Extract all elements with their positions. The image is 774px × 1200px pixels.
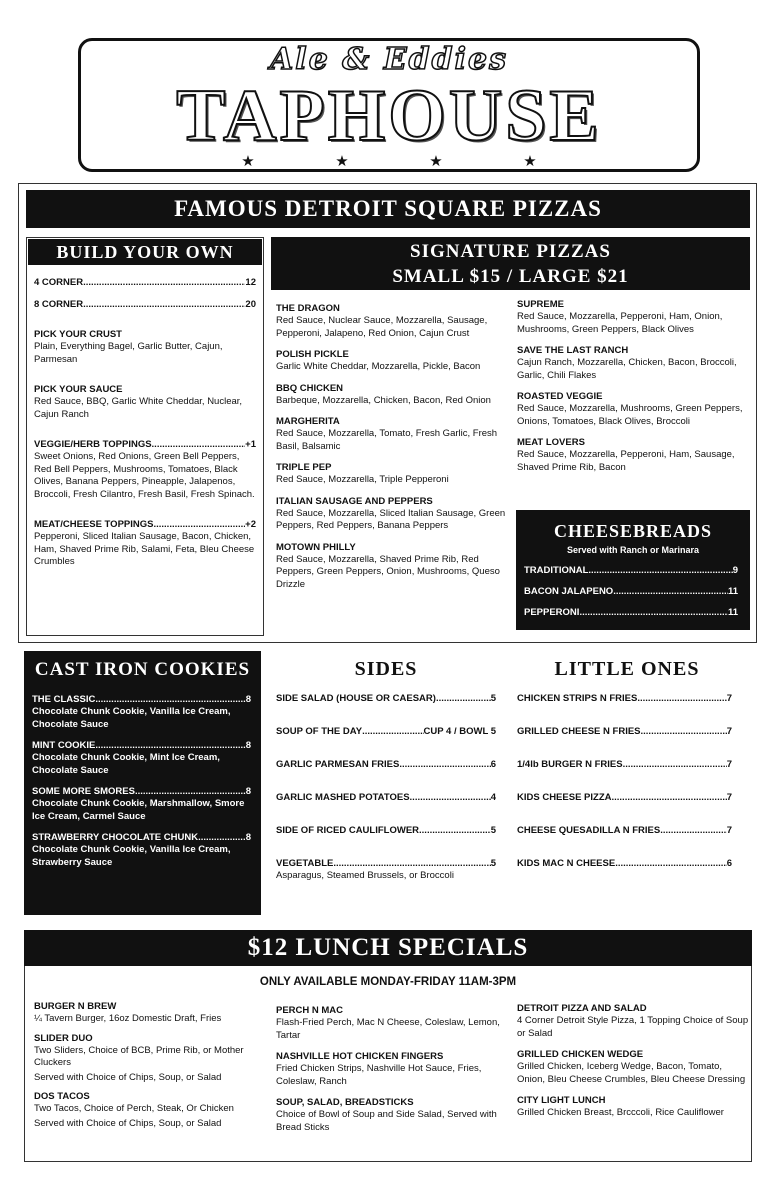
item-price: 7	[726, 693, 732, 704]
item-name: DETROIT PIZZA AND SALAD	[517, 1003, 647, 1014]
item-name: PEPPERONI	[524, 607, 580, 618]
item-price: 8	[245, 740, 251, 751]
little-title: LITTLE ONES	[554, 658, 700, 680]
item-description: Red Sauce, Mozzarella, Tomato, Fresh Garlic, Fresh Basil, Balsamic	[276, 428, 498, 452]
star-icons: ★ ★ ★ ★	[241, 153, 537, 170]
leader-dots	[83, 276, 245, 289]
menu-item	[276, 348, 510, 374]
item-name: KIDS CHEESE PIZZA	[517, 792, 612, 803]
menu-item	[517, 436, 749, 474]
menu-item-row	[276, 791, 496, 804]
leader-dots	[637, 692, 726, 705]
leader-dots	[612, 791, 727, 804]
item-description: Sweet Onions, Red Onions, Green Bell Peppers, Red Bell Peppers, Mushrooms, Tomatoes, Black Olives, Banana Peppers, Pineapple, Jalapenos, Broccoli, Fresh Cilantro, Fresh Basil, Fresh Spinach.	[34, 451, 255, 500]
cookies-title: CAST IRON COOKIES	[34, 659, 251, 680]
leader-dots	[95, 693, 245, 706]
menu-item	[276, 1096, 508, 1134]
item-description: Grilled Chicken, Iceberg Wedge, Bacon, Tomato, Onion, Bleu Cheese Crumbles, Bleu Cheese Dressing	[517, 1061, 746, 1085]
build-title: BUILD YOUR OWN	[28, 239, 262, 265]
item-name: CHEESE QUESADILLA N FRIES	[517, 825, 661, 836]
cheesebreads-title: CHEESEBREADS	[553, 521, 713, 541]
item-name: BACON JALAPENO	[524, 586, 614, 597]
item-name: GARLIC PARMESAN FRIES	[276, 759, 400, 770]
item-price: 6	[726, 858, 732, 869]
item-description: Grilled Chicken Breast, Brcccoli, Rice Cauliflower	[517, 1107, 724, 1118]
item-name: GRILLED CHICKEN WEDGE	[517, 1049, 644, 1060]
item-name: STRAWBERRY CHOCOLATE CHUNK	[32, 832, 199, 843]
menu-item-row	[524, 606, 738, 619]
item-price: 7	[726, 759, 732, 770]
menu-item	[517, 1094, 749, 1120]
item-name: KIDS MAC N CHEESE	[517, 858, 616, 869]
lunch-subtitle: ONLY AVAILABLE MONDAY-FRIDAY 11AM-3PM	[259, 976, 517, 988]
leader-dots	[419, 824, 491, 837]
menu-item-row	[32, 693, 251, 706]
item-name: PERCH N MAC	[276, 1005, 344, 1016]
item-description: Red Sauce, Mozzarella, Shaved Prime Rib, Red Peppers, Green Peppers, Onion, Mushrooms, Queso Drizzle	[276, 553, 500, 590]
item-description: Red Sauce, Mozzarella, Triple Pepperoni	[276, 474, 449, 485]
item-price: 8	[245, 694, 251, 705]
menu-item-row	[517, 824, 732, 837]
cookie-item	[32, 739, 251, 777]
item-description: Red Sauce, Nuclear Sauce, Mozzarella, Sausage, Pepperoni, Jalapeno, Red Onion, Cajun Crust	[276, 315, 488, 339]
item-description: Red Sauce, Mozzarella, Mushrooms, Green Peppers, Onions, Tomatoes, Black Olives, Broccoli	[517, 403, 743, 427]
item-description: Chocolate Chunk Cookie, Marshmallow, Smore Ice Cream, Carmel Sauce	[32, 798, 245, 822]
item-name: PICK YOUR CRUST	[34, 329, 122, 340]
logo-script: Ale & Eddies	[270, 42, 508, 77]
item-description: Fried Chicken Strips, Nashville Hot Sauce, Fries, Coleslaw, Ranch	[276, 1063, 482, 1087]
signature-prices: SMALL $15 / LARGE $21	[392, 266, 629, 287]
item-description: Asparagus, Steamed Brussels, or Broccoli	[276, 870, 454, 881]
item-price: +2	[245, 519, 256, 530]
menu-item-row	[517, 725, 732, 738]
item-name: SOUP, SALAD, BREADSTICKS	[276, 1097, 414, 1108]
pizza-title: FAMOUS DETROIT SQUARE PIZZAS	[26, 190, 750, 228]
item-name: SAVE THE LAST RANCH	[517, 345, 629, 356]
menu-item	[276, 495, 510, 533]
menu-item	[517, 344, 749, 382]
leader-dots	[410, 791, 491, 804]
signature-title: SIGNATURE PIZZAS	[410, 241, 611, 262]
menu-item	[34, 1000, 269, 1026]
item-description: ¼ Tavern Burger, 16oz Domestic Draft, Fries	[34, 1013, 222, 1024]
item-price: 5	[490, 858, 496, 869]
item-price: 7	[726, 825, 732, 836]
cheesebreads-list	[516, 556, 750, 619]
item-description: Red Sauce, Mozzarella, Sliced Italian Sausage, Green Peppers, Red Peppers, Banana Peppers	[276, 507, 506, 531]
item-description: Red Sauce, Mozzarella, Pepperoni, Ham, Onion, Mushrooms, Green Peppers, Black Olives	[517, 311, 723, 335]
build-option	[34, 518, 256, 569]
menu-item	[517, 1048, 749, 1086]
item-name: MEAT/CHEESE TOPPINGS	[34, 519, 154, 530]
menu-item	[276, 461, 510, 487]
item-price: 9	[732, 565, 738, 576]
item-name: 1/4lb BURGER N FRIES	[517, 759, 623, 770]
item-note: Served with Choice of Chips, Soup, or Salad	[34, 1071, 222, 1083]
item-name: GRILLED CHEESE N FRIES	[517, 726, 641, 737]
item-description: Barbeque, Mozzarella, Chicken, Bacon, Red Onion	[276, 394, 491, 406]
menu-item-row	[32, 785, 251, 798]
menu-item-row	[32, 831, 251, 844]
item-description: Red Sauce, BBQ, Garlic White Cheddar, Nuclear, Cajun Ranch	[34, 396, 243, 420]
sides-title: SIDES	[354, 658, 418, 680]
menu-item-row	[32, 739, 251, 752]
menu-item-row	[276, 692, 496, 705]
menu-item	[276, 302, 510, 340]
item-name: SIDE OF RICED CAULIFLOWER	[276, 825, 420, 836]
item-name: MINT COOKIE	[32, 740, 96, 751]
leader-dots	[95, 739, 245, 752]
menu-item-row	[34, 518, 256, 531]
item-name: THE CLASSIC	[32, 694, 96, 705]
item-name: ITALIAN SAUSAGE AND PEPPERS	[276, 495, 433, 507]
item-name: TRADITIONAL	[524, 565, 589, 576]
item-name: MARGHERITA	[276, 416, 340, 427]
item-name: SIDE SALAD (HOUSE OR CAESAR)	[276, 693, 436, 704]
item-description: Two Sliders, Choice of BCB, Prime Rib, or Mother Cluckers	[34, 1044, 244, 1068]
menu-item	[517, 1002, 749, 1040]
menu-item	[34, 1090, 269, 1130]
item-price: +1	[245, 439, 256, 450]
item-name: SOME MORE SMORES	[32, 786, 135, 797]
leader-dots	[198, 831, 246, 844]
item-price: CUP 4 / BOWL 5	[423, 726, 496, 737]
menu-item-row	[524, 564, 738, 577]
item-name: NASHVILLE HOT CHICKEN FINGERS	[276, 1051, 444, 1062]
leader-dots	[152, 438, 246, 451]
side-item	[276, 857, 496, 883]
lunch-col-3	[517, 1002, 749, 1128]
item-price: 20	[245, 299, 256, 310]
menu-item-row	[276, 725, 496, 738]
item-description: Choice of Bowl of Soup and Side Salad, Served with Bread Sticks	[276, 1109, 497, 1133]
cookie-item	[32, 693, 251, 731]
item-name: ROASTED VEGGIE	[517, 391, 603, 402]
menu-item-row	[517, 758, 732, 771]
little-list	[517, 692, 732, 870]
item-name: MOTOWN PHILLY	[276, 541, 356, 553]
menu-item-row	[517, 857, 732, 870]
item-name: 4 CORNER	[34, 277, 84, 288]
item-description: Chocolate Chunk Cookie, Vanilla Ice Cream, Strawberry Sauce	[32, 844, 231, 868]
item-price: 12	[245, 277, 256, 288]
leader-dots	[615, 857, 727, 870]
item-description: Chocolate Chunk Cookie, Mint Ice Cream, Chocolate Sauce	[32, 752, 220, 776]
leader-dots	[641, 725, 727, 738]
side-item	[276, 692, 496, 705]
item-description: Plain, Everything Bagel, Garlic Butter, Cajun, Parmesan	[34, 341, 223, 365]
side-item	[276, 824, 496, 837]
menu-item	[276, 1004, 508, 1042]
item-name: 8 CORNER	[34, 299, 84, 310]
menu-item-row	[276, 824, 496, 837]
item-price: 11	[727, 607, 738, 618]
item-name: GARLIC MASHED POTATOES	[276, 792, 410, 803]
side-item	[276, 725, 496, 738]
logo	[78, 38, 700, 172]
menu-item-row	[34, 438, 256, 451]
build-option	[34, 383, 256, 421]
item-price: 5	[490, 693, 496, 704]
menu-item-row	[34, 276, 256, 289]
item-description: 4 Corner Detroit Style Pizza, 1 Topping Choice of Soup or Salad	[517, 1015, 749, 1039]
item-name: TRIPLE PEP	[276, 462, 332, 473]
menu-item-row	[34, 298, 256, 311]
menu-item-row	[517, 692, 732, 705]
item-name: SUPREME	[517, 299, 564, 310]
item-name: CITY LIGHT LUNCH	[517, 1095, 606, 1106]
item-name: VEGGIE/HERB TOPPINGS	[34, 439, 152, 450]
item-name: PICK YOUR SAUCE	[34, 384, 123, 395]
leader-dots	[436, 692, 491, 705]
item-price: 5	[490, 825, 496, 836]
item-note: Served with Choice of Chips, Soup, or Salad	[34, 1117, 222, 1129]
leader-dots	[579, 606, 728, 619]
sides-list	[276, 692, 496, 903]
menu-item-row	[517, 791, 732, 804]
cheesebreads-subtitle: Served with Ranch or Marinara	[566, 545, 700, 555]
cookie-item	[32, 785, 251, 823]
build-option	[34, 328, 256, 366]
item-price: 4	[490, 792, 496, 803]
leader-dots	[588, 564, 732, 577]
item-price: 8	[245, 786, 251, 797]
leader-dots	[399, 758, 490, 771]
cookies-box	[24, 651, 261, 915]
menu-item	[276, 541, 510, 592]
item-price: 11	[727, 586, 738, 597]
item-name: BBQ CHICKEN	[276, 382, 344, 394]
menu-item	[517, 298, 749, 336]
item-price: 7	[726, 726, 732, 737]
item-name: VEGETABLE	[276, 858, 334, 869]
cookie-item	[32, 831, 251, 869]
leader-dots	[362, 725, 423, 738]
logo-name: TAPHOUSE	[176, 75, 602, 157]
menu-item	[276, 382, 510, 408]
build-option	[34, 438, 256, 501]
menu-item	[276, 1050, 508, 1088]
item-name: SLIDER DUO	[34, 1032, 93, 1044]
signature-col-2	[517, 298, 749, 482]
cheesebreads-box	[516, 510, 750, 630]
leader-dots	[660, 824, 726, 837]
menu-item-row	[524, 585, 738, 598]
build-list	[34, 276, 256, 569]
leader-dots	[333, 857, 490, 870]
item-name: POLISH PICKLE	[276, 349, 349, 360]
item-price: 8	[245, 832, 251, 843]
item-name: DOS TACOS	[34, 1091, 90, 1102]
item-name: BURGER N BREW	[34, 1001, 117, 1012]
cookies-list	[24, 681, 261, 869]
leader-dots	[83, 298, 245, 311]
menu-item-row	[276, 857, 496, 870]
menu-item-row	[276, 758, 496, 771]
item-description: Red Sauce, Mozzarella, Pepperoni, Ham, Sausage, Shaved Prime Rib, Bacon	[517, 449, 735, 473]
item-price: 7	[726, 792, 732, 803]
item-price: 6	[490, 759, 496, 770]
item-description: Two Tacos, Choice of Perch, Steak, Or Chicken	[34, 1103, 234, 1114]
item-description: Flash-Fried Perch, Mac N Cheese, Coleslaw, Lemon, Tartar	[276, 1017, 500, 1041]
item-description: Garlic White Cheddar, Mozzarella, Pickle, Bacon	[276, 361, 481, 372]
item-description: Chocolate Chunk Cookie, Vanilla Ice Cream, Chocolate Sauce	[32, 706, 231, 730]
item-name: MEAT LOVERS	[517, 437, 585, 448]
menu-item	[276, 415, 510, 453]
item-name: THE DRAGON	[276, 303, 340, 314]
menu-item	[517, 390, 749, 428]
side-item	[276, 791, 496, 804]
item-name: SOUP OF THE DAY	[276, 726, 363, 737]
leader-dots	[623, 758, 727, 771]
item-description: Pepperoni, Sliced Italian Sausage, Bacon, Chicken, Ham, Shaved Prime Rib, Salami, Feta, Bleu Cheese Crumbles	[34, 531, 255, 567]
lunch-col-2	[276, 1004, 508, 1142]
leader-dots	[613, 585, 728, 598]
item-name: CHICKEN STRIPS N FRIES	[517, 693, 638, 704]
leader-dots	[153, 518, 245, 531]
item-description: Cajun Ranch, Mozzarella, Chicken, Bacon, Broccoli, Garlic, Chili Flakes	[517, 357, 737, 381]
signature-col-1	[276, 302, 510, 599]
lunch-col-1	[34, 1000, 269, 1136]
leader-dots	[135, 785, 246, 798]
signature-header	[271, 237, 750, 290]
side-item	[276, 758, 496, 771]
lunch-title: $12 LUNCH SPECIALS	[24, 930, 752, 966]
menu-item	[34, 1032, 269, 1085]
